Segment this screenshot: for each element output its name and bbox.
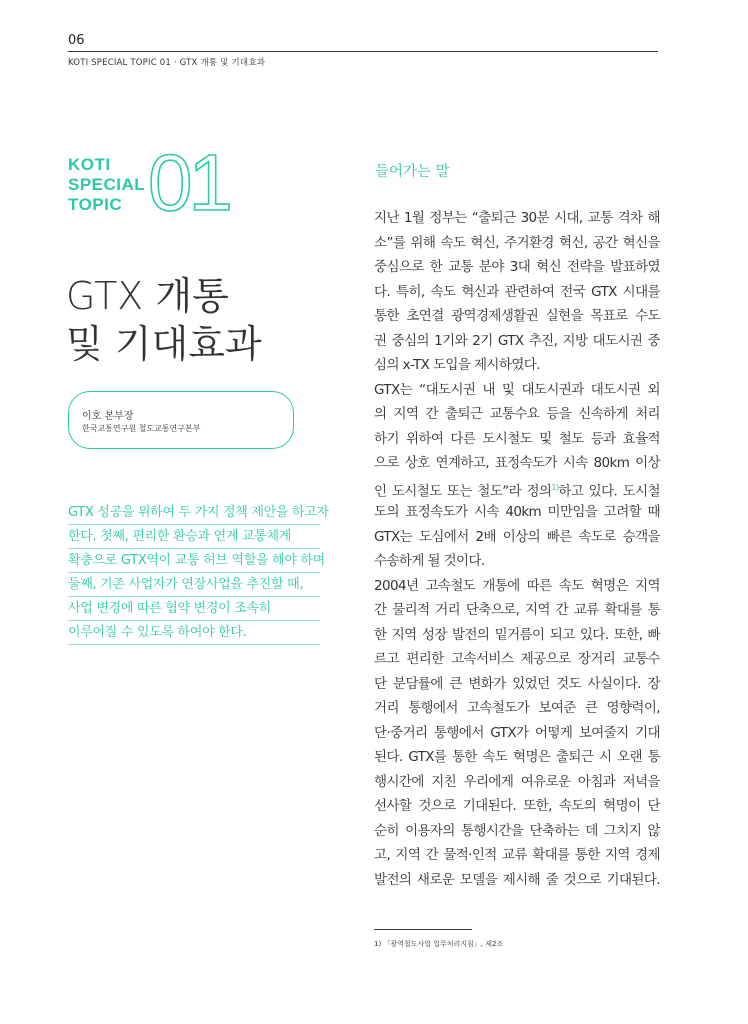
footnote-rule: [374, 929, 472, 930]
body-line: GTX는 도심에서 2배 이상의 빠른 속도로 승객을: [374, 528, 660, 545]
body-line: 단 분담률에 큰 변화가 있었던 것도 사실이다. 장: [374, 675, 660, 692]
title-line-2: 및 기대효과: [66, 322, 262, 366]
summary-line: GTX 성공을 위하여 두 가지 정책 제안을 하고자: [68, 501, 320, 525]
body-line: 한 지역 성장 발전의 밑거름이 되고 있다. 또한, 빠: [374, 626, 660, 643]
summary-pullquote: [68, 501, 329, 645]
footnote: 1) 「광역철도사업 업무처리지침」, 제2조: [374, 940, 504, 948]
footnote-marker[interactable]: 1): [551, 482, 559, 492]
body-line: 거리 통행에서 고속철도가 보여준 큰 영향력이,: [374, 700, 660, 716]
special-word: SPECIAL: [68, 175, 146, 194]
body-line: 의 지역 간 출퇴근 교통수요 등을 신속하게 처리: [374, 406, 660, 422]
title-line-1: GTX 개통: [66, 274, 229, 318]
body-line: 행시간에 지친 우리에게 여유로운 아침과 저녁을: [374, 773, 660, 790]
body-line: 르고 편리한 고속서비스 제공으로 장거리 교통수: [374, 651, 660, 667]
koti-word: KOTI: [68, 155, 111, 174]
body-line: 으로 상호 연계하고, 표정속도가 시속 80km 이상: [374, 455, 660, 471]
header-rule: [68, 51, 658, 52]
running-head: KOTI SPECIAL TOPIC 01 · GTX 개통 및 기대효과: [68, 58, 266, 68]
body-text: [374, 206, 660, 892]
body-line: 하기 위하여 다른 도시철도 및 철도 등과 효율적: [374, 430, 660, 447]
body-line-with-footnote: [374, 476, 660, 501]
body-line-part: 하고 있다. 도시철: [558, 483, 660, 499]
body-line: 소”를 위해 속도 혁신, 주거환경 혁신, 공간 혁신을: [374, 234, 660, 251]
summary-line: 확충으로 GTX역이 교통 허브 역할을 해야 하며: [68, 549, 320, 573]
body-line-part: 인 도시철도 또는 철도”라 정의: [374, 483, 552, 499]
author-name: 이호 본부장: [82, 411, 134, 422]
body-line: 간 물리적 거리 단축으로, 지역 간 교류 확대를 통: [374, 602, 660, 618]
body-line: GTX는 “대도시권 내 및 대도시권과 대도시권 외: [374, 381, 660, 398]
body-line: 통한 초연결 광역경제생활권 실현을 목표로 수도: [374, 308, 660, 324]
body-line: 도의 표정속도가 시속 40km 미만임을 고려할 때: [374, 504, 660, 520]
summary-line: 사업 변경에 따른 협약 변경이 조속히: [68, 597, 320, 621]
summary-line: 둘째, 기존 사업자가 연장사업을 추진할 때,: [68, 573, 320, 597]
body-line: 지난 1월 정부는 “출퇴근 30분 시대, 교통 격차 해: [374, 210, 660, 226]
author-box: [68, 391, 294, 449]
body-line: 다. 특히, 속도 혁신과 관련하여 전국 GTX 시대를: [374, 283, 660, 300]
summary-line: 한다. 첫째, 편리한 환승과 연계 교통체계: [68, 525, 320, 549]
topic-word: TOPIC: [68, 195, 123, 214]
article-title: [66, 272, 262, 368]
section-heading: 들어가는 말: [375, 164, 450, 180]
body-line: 수송하게 될 것이다.: [374, 553, 485, 569]
body-line: 2004년 고속철도 개통에 따른 속도 혁명은 지역: [374, 577, 660, 594]
author-affiliation: 한국교통연구원 철도교통연구본부: [82, 424, 201, 433]
koti-words: [68, 155, 145, 215]
page-number: 06: [68, 33, 85, 48]
body-line: 권 중심의 1기와 2기 GTX 추진, 지방 대도시권 중: [374, 332, 660, 349]
body-line: 고, 지역 간 물적·인적 교류 확대를 통한 지역 경제: [374, 847, 660, 863]
body-line: 된다. GTX를 통한 속도 혁명은 출퇴근 시 오랜 통: [374, 749, 660, 765]
body-line: 심의 x-TX 도입을 제시하였다.: [374, 357, 540, 373]
body-line: 발전의 새로운 모델을 제시해 줄 것으로 기대된다.: [374, 871, 660, 888]
topic-number: 01: [148, 138, 229, 227]
body-line: 선사할 것으로 기대된다. 또한, 속도의 혁명이 단: [374, 798, 660, 814]
summary-line: 이루어질 수 있도록 하여야 한다.: [68, 621, 320, 645]
body-line: 단·중거리 통행에서 GTX가 어떻게 보여줄지 기대: [374, 724, 660, 741]
body-line: 순히 이용자의 통행시간을 단축하는 데 그치지 않: [374, 822, 660, 839]
body-line: 중심으로 한 교통 분야 3대 혁신 전략을 발표하였: [374, 259, 660, 275]
